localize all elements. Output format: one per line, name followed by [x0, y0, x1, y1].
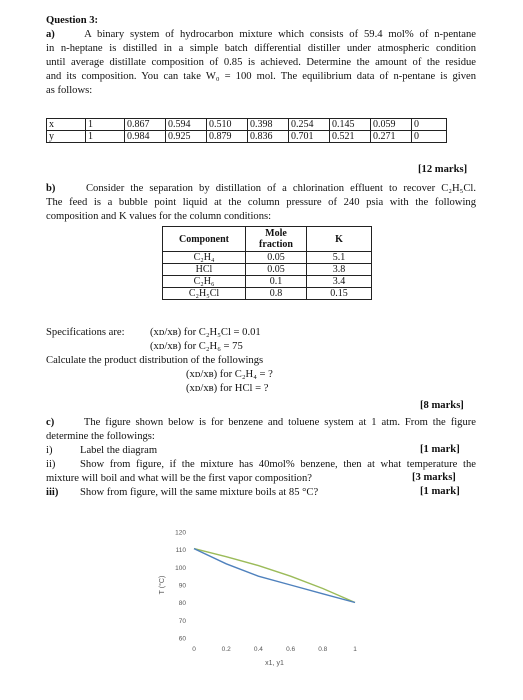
y-tick-label: 70 [178, 617, 186, 625]
component-table [162, 226, 372, 300]
y-tick-label: 80 [178, 600, 186, 608]
table-header: Component [163, 227, 246, 252]
table-cell: 0.1 [246, 276, 307, 288]
question-c2h4: (xᴅ/xʙ) for C₂H₄ = ? [186, 369, 273, 380]
table-cell: 3.8 [307, 264, 372, 276]
table-cell: 0.059 [371, 119, 412, 131]
part-a-text-1: A binary system of hydrocarbon mixture which consists of 59.4 mol% of n-pentane [84, 29, 476, 40]
table-cell: 0.15 [307, 288, 372, 300]
part-c-label: c) [46, 417, 55, 428]
item-ii-marks: [3 marks] [412, 472, 456, 483]
table-cell: 0.594 [166, 119, 207, 131]
specification-1: (xᴅ/xʙ) for C₂H₅Cl = 0.01 [150, 327, 261, 338]
table-row [163, 276, 372, 288]
table-cell: 0.879 [207, 131, 248, 143]
table-cell: 0.510 [207, 119, 248, 131]
table-cell: 0.398 [248, 119, 289, 131]
item-i-text: Label the diagram [80, 445, 158, 456]
part-b-label: b) [46, 183, 56, 194]
item-ii-text-2: mixture will boil and what will be the first vapor composition? [46, 473, 312, 484]
table-cell: 0 [412, 131, 447, 143]
x-tick-label: 0 [192, 646, 196, 653]
table-row [47, 131, 447, 143]
table-cell: C₂H₄ [163, 252, 246, 264]
table-header: K [307, 227, 372, 252]
part-a-label: a) [46, 29, 55, 40]
table-cell: 0.867 [125, 119, 166, 131]
y-tick-label: 90 [178, 582, 186, 590]
part-a-line-2: in n-heptane is distilled in a simple batch differential distiller under atmospheric condition [46, 43, 476, 54]
item-iii-label: iii) [46, 487, 59, 498]
y-axis-label: T (°C) [159, 575, 166, 595]
table-header-row [163, 227, 372, 252]
table-cell: 0.05 [246, 252, 307, 264]
item-ii-text: Show from figure, if the mixture has 40mol% benzene, then at what temperature the [80, 459, 476, 470]
table-row [163, 288, 372, 300]
x-tick-label: 0.2 [221, 646, 231, 653]
table-cell: 0.145 [330, 119, 371, 131]
table-cell: 1 [86, 119, 125, 131]
table-cell: x [47, 119, 86, 131]
table-cell: 1 [86, 131, 125, 143]
table-cell: C₂H₅Cl [163, 288, 246, 300]
table-cell: 0 [412, 119, 447, 131]
x-tick-label: 0.6 [286, 646, 296, 653]
part-b-line-3: composition and K values for the column conditions: [46, 211, 272, 222]
part-b-line-2: The feed is a bubble point liquid at the column pressure of 240 psia with the following [46, 197, 476, 208]
table-cell: 0.271 [371, 131, 412, 143]
table-cell: 0.8 [246, 288, 307, 300]
x-tick-label: 1 [353, 646, 357, 653]
table-cell: HCl [163, 264, 246, 276]
calculate-text: Calculate the product distribution of the followings [46, 355, 264, 366]
question-hcl: (xᴅ/xʙ) for HCl = ? [186, 383, 269, 394]
table-row [163, 252, 372, 264]
part-a-line-3: until average distillate composition of 0.85 is achieved. Determine the amount of the residue [46, 57, 476, 68]
temperature-composition-chart [150, 520, 370, 670]
part-b-text-1: Consider the separation by distillation of a chlorination effluent to recover C₂H₅Cl. [85, 183, 477, 194]
table-cell: 3.4 [307, 276, 372, 288]
item-ii-label: ii) [46, 459, 56, 470]
table-header: Mole fraction [246, 227, 307, 252]
specifications-label: Specifications are: [46, 327, 125, 338]
item-iii-text: Show from figure, will the same mixture boils at 85 °C? [80, 487, 319, 498]
part-a-marks: [12 marks] [418, 164, 468, 175]
part-a-line-1 [46, 28, 476, 41]
dew-point-curve [194, 549, 355, 603]
table-cell: 0.984 [125, 131, 166, 143]
table-cell: 0.05 [246, 264, 307, 276]
table-cell: 0.521 [330, 131, 371, 143]
item-i-label: i) [46, 445, 53, 456]
y-tick-label: 100 [175, 564, 186, 572]
part-c-line-1 [46, 416, 476, 429]
bubble-point-curve [194, 549, 355, 603]
specification-2: (xᴅ/xʙ) for C₂H₆ = 75 [150, 341, 243, 352]
y-tick-label: 110 [175, 547, 186, 555]
table-cell: y [47, 131, 86, 143]
item-iii-marks: [1 mark] [420, 486, 460, 497]
part-a-line-4: and its composition. You can take W₀ = 100 mol. The equilibrium data of n-pentane is given [46, 71, 476, 82]
x-axis-label: x1, y1 [265, 660, 284, 667]
table-cell: 0.836 [248, 131, 289, 143]
part-c-text-1: The figure shown below is for benzene and toluene system at 1 atm. From the figure [83, 417, 476, 428]
question-title: Question 3: [46, 15, 99, 26]
table-cell: 0.701 [289, 131, 330, 143]
part-b-marks: [8 marks] [420, 400, 464, 411]
part-c-line-2: determine the followings: [46, 431, 155, 442]
table-cell: 0.925 [166, 131, 207, 143]
table-cell: C₂H₆ [163, 276, 246, 288]
x-tick-label: 0.8 [318, 646, 328, 653]
table-cell: 0.254 [289, 119, 330, 131]
table-cell: 5.1 [307, 252, 372, 264]
y-tick-label: 120 [175, 529, 186, 537]
part-a-line-5: as follows: [46, 85, 93, 96]
table-row [47, 119, 447, 131]
x-tick-label: 0.4 [253, 646, 263, 653]
equilibrium-table [46, 118, 447, 143]
y-tick-label: 60 [178, 635, 186, 643]
table-row [163, 264, 372, 276]
part-b-line-1 [46, 182, 476, 195]
item-i-marks: [1 mark] [420, 444, 460, 455]
